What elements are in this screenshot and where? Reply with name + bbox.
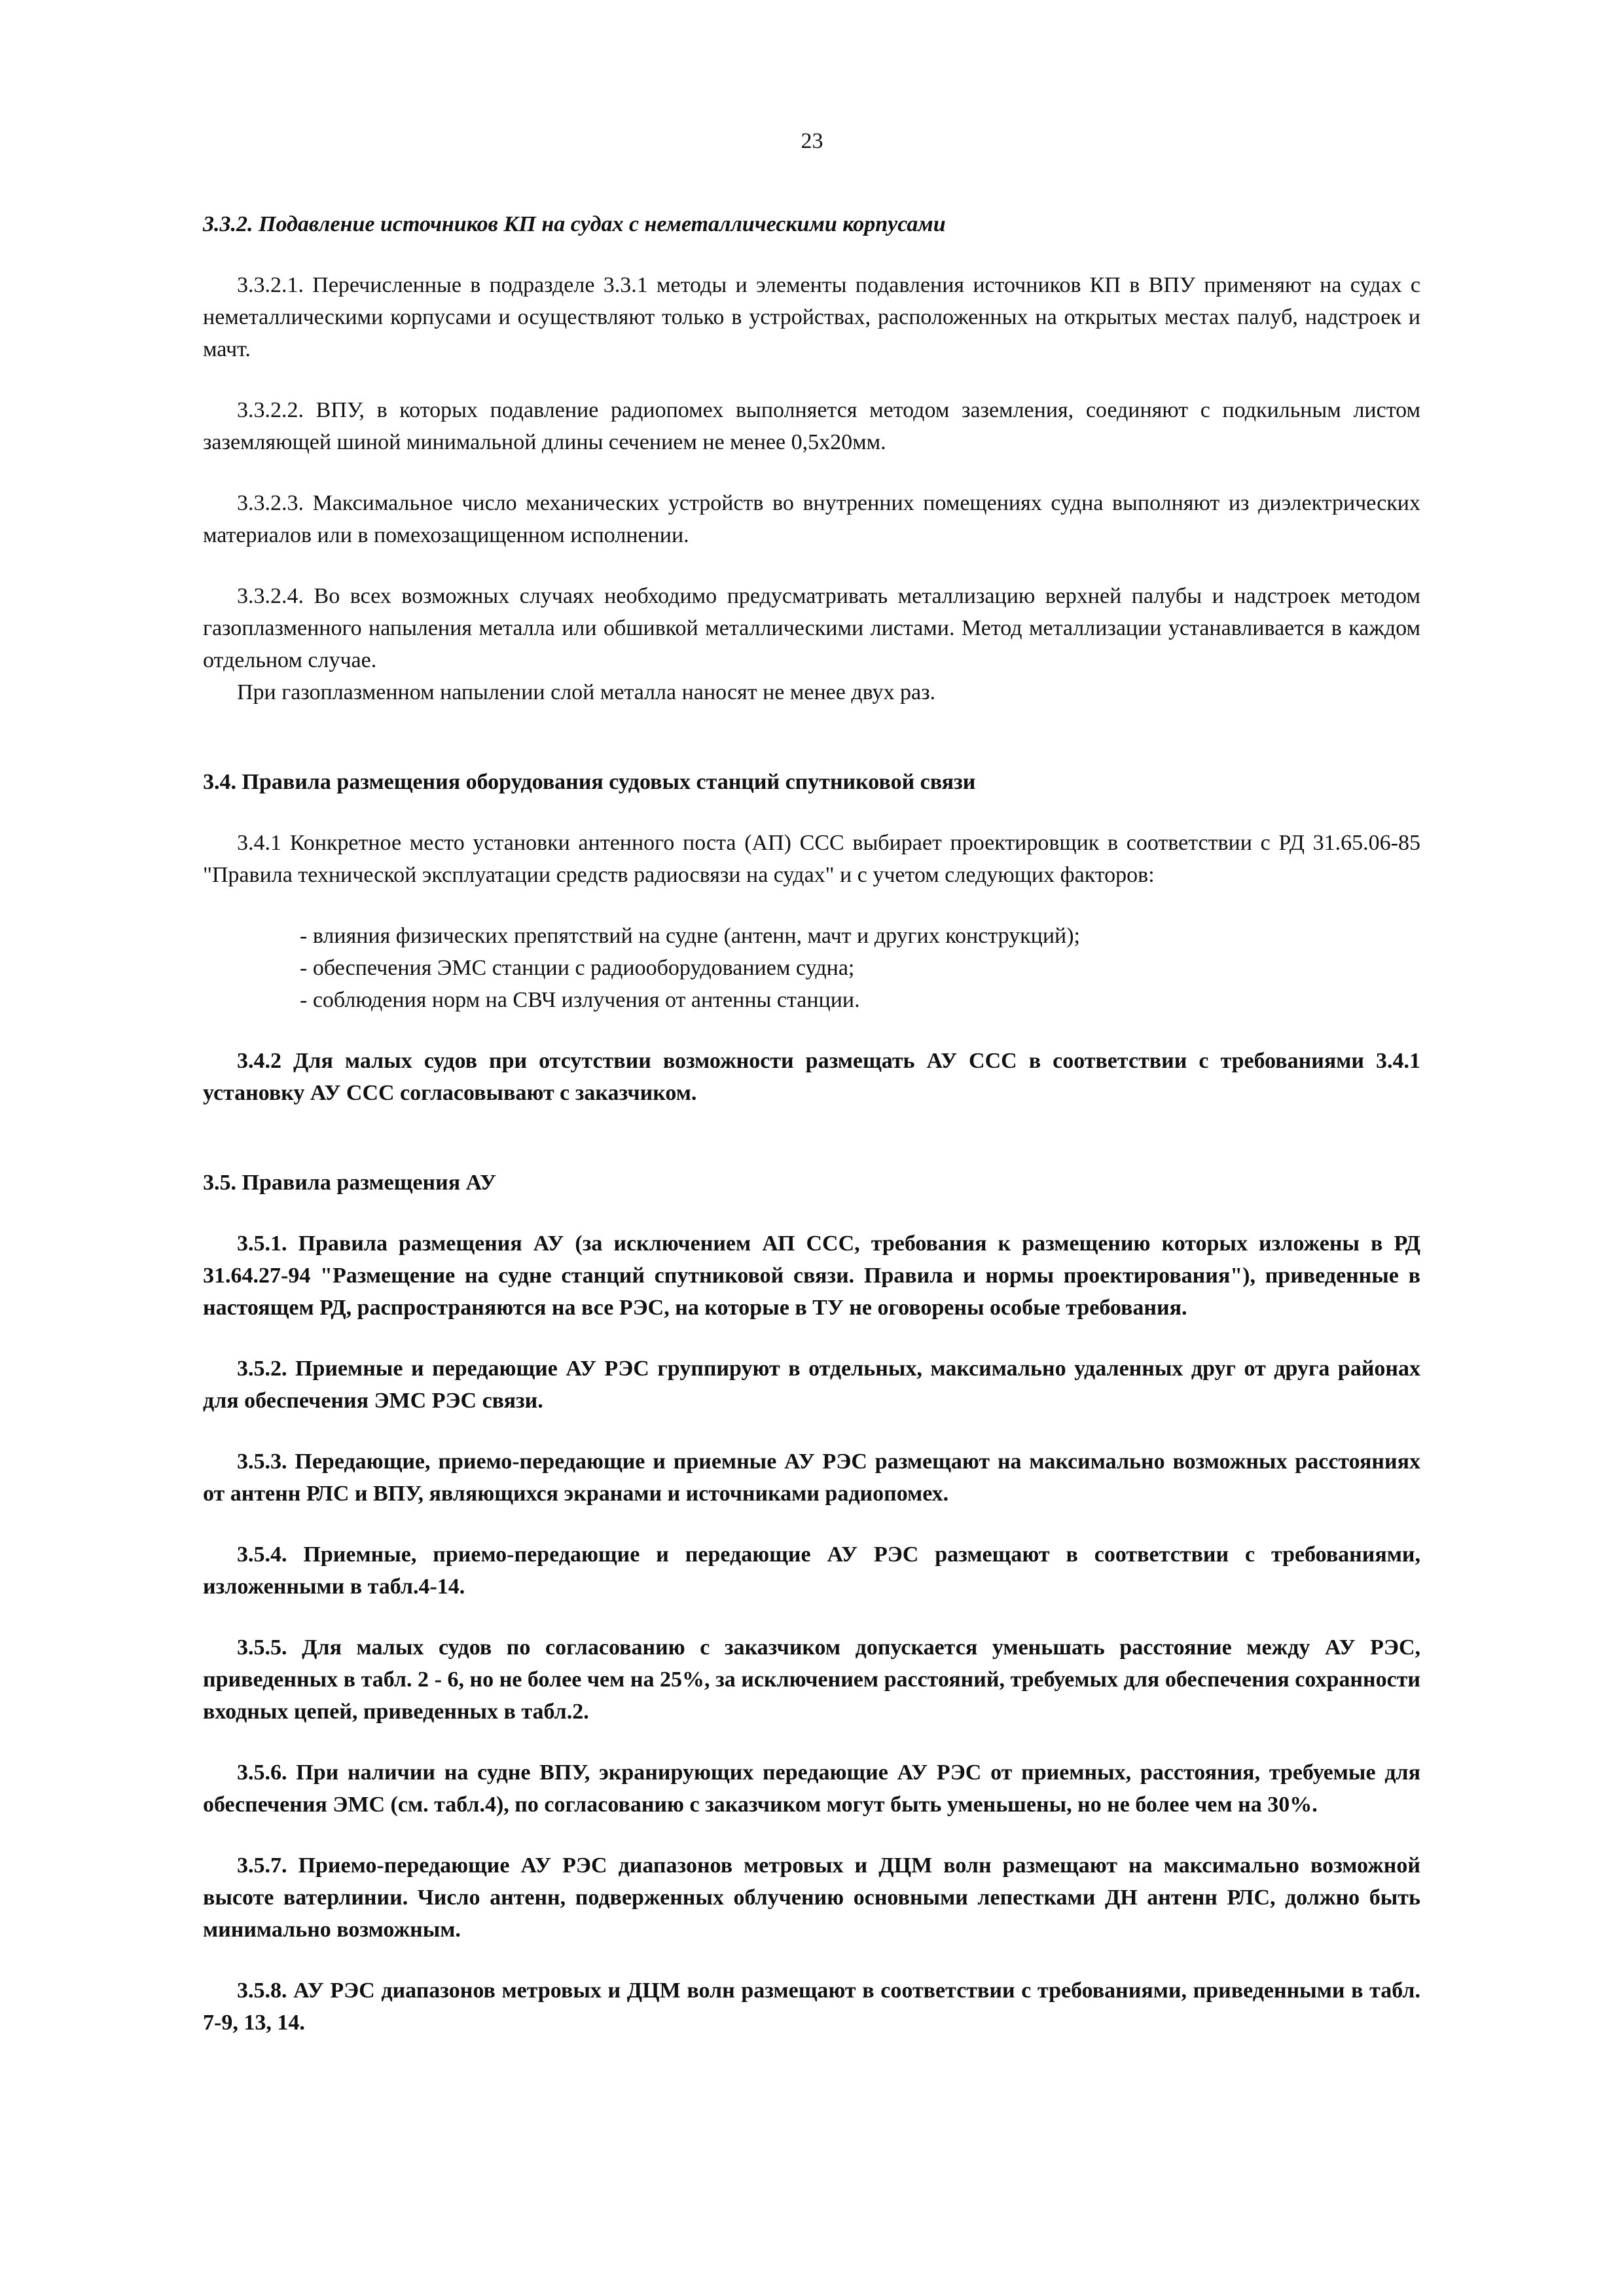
section-3-4-heading: 3.4. Правила размещения оборудования судовых станций спутниковой связи: [203, 770, 976, 794]
list-item: - соблюдения норм на СВЧ излучения от антенны станции.: [300, 988, 860, 1012]
paragraph-3-5-2: 3.5.2. Приемные и передающие АУ РЭС группируют в отдельных, максимально удаленных друг от друга районах для обеспечения ЭМС РЭС связи.: [203, 1357, 1420, 1413]
list-item: - обеспечения ЭМС станции с радиооборудованием судна;: [300, 956, 855, 980]
paragraph-3-5-8: 3.5.8. АУ РЭС диапазонов метровых и ДЦМ волн размещают в соответствии с требованиями, приведенными в табл. 7-9, 13, 14.: [203, 1978, 1420, 2035]
paragraph-3-3-2-1: 3.3.2.1. Перечисленные в подразделе 3.3.1 методы и элементы подавления источников КП в ВПУ применяют на судах с неметаллическими корпусами и осуществляют только в устройствах, расположенных на открытых местах палуб, надстроек и мачт.: [203, 273, 1420, 361]
document-body: [203, 208, 1420, 2039]
list-item: - влияния физических препятствий на судне (антенн, мачт и других конструкций);: [300, 924, 1080, 948]
page-number: 23: [801, 129, 823, 153]
paragraph-3-4-2: 3.4.2 Для малых судов при отсутствии возможности размещать АУ ССС в соответствии с требованиями 3.4.1 установку АУ ССС согласовывают с заказчиком.: [203, 1049, 1420, 1105]
paragraph-3-5-3: 3.5.3. Передающие, приемо-передающие и приемные АУ РЭС размещают на максимально возможных расстояниях от антенн РЛС и ВПУ, являющихся экранами и источниками радиопомех.: [203, 1449, 1420, 1506]
paragraph-3-4-1: 3.4.1 Конкретное место установки антенного поста (АП) ССС выбирает проектировщик в соответствии с РД 31.65.06-85 "Правила технической эксплуатации средств радиосвязи на судах" и с учетом следующих факторов:: [203, 831, 1420, 887]
paragraph-3-3-2-4: 3.3.2.4. Во всех возможных случаях необходимо предусматривать металлизацию верхней палубы и надстроек методом газоплазменного напыления металла или обшивкой металлическими листами. Метод металлизации устанавливается в каждом отдельном случае.: [203, 584, 1420, 672]
paragraph-3-5-1: 3.5.1. Правила размещения АУ (за исключением АП ССС, требования к размещению которых изложены в РД 31.64.27-94 "Размещение на судне станций спутниковой связи. Правила и нормы проектирования"), приведенные в настоящем РД, распространяются на все РЭС, на которые в ТУ не оговорены особые требования.: [203, 1231, 1420, 1320]
paragraph-3-5-7: 3.5.7. Приемо-передающие АУ РЭС диапазонов метровых и ДЦМ волн размещают на максимально возможной высоте ватерлинии. Число антенн, подверженных облучению основными лепестками ДН антенн РЛС, должно быть минимально возможным.: [203, 1853, 1420, 1942]
paragraph-3-5-6: 3.5.6. При наличии на судне ВПУ, экранирующих передающие АУ РЭС от приемных, расстояния, требуемые для обеспечения ЭМС (см. табл.4), по согласованию с заказчиком могут быть уменьшены, но не более чем на 30%.: [203, 1760, 1420, 1817]
paragraph-3-3-2-3: 3.3.2.3. Максимальное число механических устройств во внутренних помещениях судна выполняют из диэлектрических материалов или в помехозащищенном исполнении.: [203, 491, 1420, 547]
section-3-5-heading: 3.5. Правила размещения АУ: [203, 1171, 497, 1195]
paragraph-3-3-2-4-continued: При газоплазменном напылении слой металла наносят не менее двух раз.: [237, 680, 936, 704]
paragraph-3-3-2-2: 3.3.2.2. ВПУ, в которых подавление радиопомех выполняется методом заземления, соединяют с подкильным листом заземляющей шиной минимальной длины сечением не менее 0,5х20мм.: [203, 398, 1420, 454]
paragraph-3-5-4: 3.5.4. Приемные, приемо-передающие и передающие АУ РЭС размещают в соответствии с требованиями, изложенными в табл.4-14.: [203, 1542, 1420, 1599]
section-3-3-2-heading: 3.3.2. Подавление источников КП на судах с неметаллическими корпусами: [203, 212, 946, 236]
paragraph-3-5-5: 3.5.5. Для малых судов по согласованию с заказчиком допускается уменьшать расстояние между АУ РЭС, приведенных в табл. 2 - 6, но не более чем на 25%, за исключением расстояний, требуемых для обеспечения сохранности входных цепей, приведенных в табл.2.: [203, 1635, 1420, 1724]
factors-list: [203, 920, 1420, 1016]
